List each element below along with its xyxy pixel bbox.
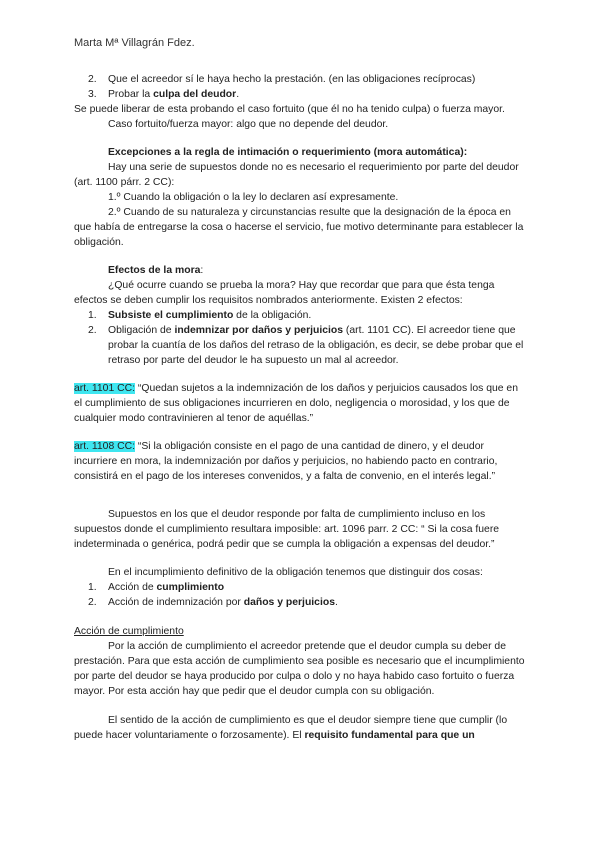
list-item (74, 72, 526, 87)
section-heading-efectos: Efectos de la mora: (108, 265, 204, 276)
quote-art-1108: art. 1108 CC: “Si la obligación consiste en el pago de una cantidad de dinero, y el deudor incurriere en mora, la indemnización por daños y perjuicios, no habiendo pacto en contrario, consistirá en el pago de los intereses convenidos, y a falta de convenio, en el interés legal.” (74, 441, 498, 482)
paragraph-fortuito: Se puede liberar de esta probando el caso fortuito (que él no ha tenido culpa) o fuerza mayor. (74, 104, 505, 115)
list-text: Que el acreedor sí le haya hecho la prestación. (en las obligaciones recíprocas) (108, 74, 476, 85)
section-heading-accion: Acción de cumplimiento (74, 626, 184, 637)
section-heading-excepciones: Excepciones a la regla de intimación o requerimiento (mora automática): (108, 147, 468, 158)
list-number: 2. (88, 74, 97, 85)
list-text: Acción de indemnización por daños y perjuicios. (108, 597, 338, 608)
list-item (74, 308, 526, 323)
efectos-list (74, 308, 526, 368)
quote-art-1101: art. 1101 CC: “Quedan sujetos a la indemnización de los daños y perjuicios causados los que en el cumplimiento de sus obligaciones incurrieren en dolo, negligencia o morosidad, y los que de cualquier modo contravinieren al tenor de aquéllas.” (74, 383, 518, 424)
excepcion-item-2: 2.º Cuando de su naturaleza y circunstancias resulte que la designación de la época en que había de entregarse la cosa o hacerse el servicio, fue motivo determinante para establecer la obligación. (74, 207, 524, 248)
list-item (74, 580, 526, 595)
paragraph-efectos-intro: ¿Qué ocurre cuando se prueba la mora? Hay que recordar que para que ésta tenga efectos se deben cumplir los requisitos nombrados anteriormente. Existen 2 efectos: (74, 280, 495, 306)
paragraph-accion-1: Por la acción de cumplimiento el acreedor pretende que el deudor cumpla su deber de prestación. Para que esta acción de cumplimiento sea posible es necesario que el incumplimiento por parte del deudor se haya producido por culpa o dolo y no haya habido caso fortuito o fuerza mayor. Por esta acción hay que pedir que el deudor cumpla con su obligación. (74, 641, 525, 697)
list-item (74, 87, 526, 102)
author-header: Marta Mª Villagrán Fdez. (74, 37, 195, 49)
list-number: 1. (88, 582, 97, 593)
list-item (74, 595, 526, 610)
list-number: 1. (88, 310, 97, 321)
requirements-list (74, 72, 526, 102)
excepcion-item-1: 1.º Cuando la obligación o la ley lo declaren así expresamente. (108, 192, 399, 203)
list-item (74, 323, 526, 368)
list-number: 2. (88, 597, 97, 608)
highlight-art-1108: art. 1108 CC: (74, 441, 136, 452)
paragraph-accion-2: El sentido de la acción de cumplimiento es que el deudor siempre tiene que cumplir (lo puede hacer voluntariamente o forzosamente). El requisito fundamental para que un (74, 715, 508, 741)
list-number: 2. (88, 325, 97, 336)
paragraph-incumplimiento-intro: En el incumplimiento definitivo de la obligación tenemos que distinguir dos cosas: (108, 567, 483, 578)
list-text: Obligación de indemnizar por daños y perjuicios (art. 1101 CC). El acreedor tiene que probar la cuantía de los daños del retraso de la obligación, es decir, se debe probar que el retraso por parte del deudor le ha supuesto un mal al acreedor. (108, 325, 524, 366)
paragraph-excepciones-intro: Hay una serie de supuestos donde no es necesario el requerimiento por parte del deudor (art. 1100 párr. 2 CC): (74, 162, 519, 188)
list-text: Subsiste el cumplimiento de la obligación. (108, 310, 312, 321)
paragraph-fortuito-definition: Caso fortuito/fuerza mayor: algo que no depende del deudor. (108, 119, 389, 130)
incumplimiento-list (74, 580, 526, 610)
list-text: Acción de cumplimiento (108, 582, 225, 593)
highlight-art-1101: art. 1101 CC: (74, 383, 136, 394)
list-text: Probar la culpa del deudor. (108, 89, 240, 100)
list-number: 3. (88, 89, 97, 100)
paragraph-supuestos: Supuestos en los que el deudor responde por falta de cumplimiento incluso en los supuestos donde el cumplimiento resultara imposible: art. 1096 parr. 2 CC: “ Si la cosa fuere indeterminada o genérica, podrá pedir que se cumpla la obligación a expensas del deudor.” (74, 509, 500, 550)
